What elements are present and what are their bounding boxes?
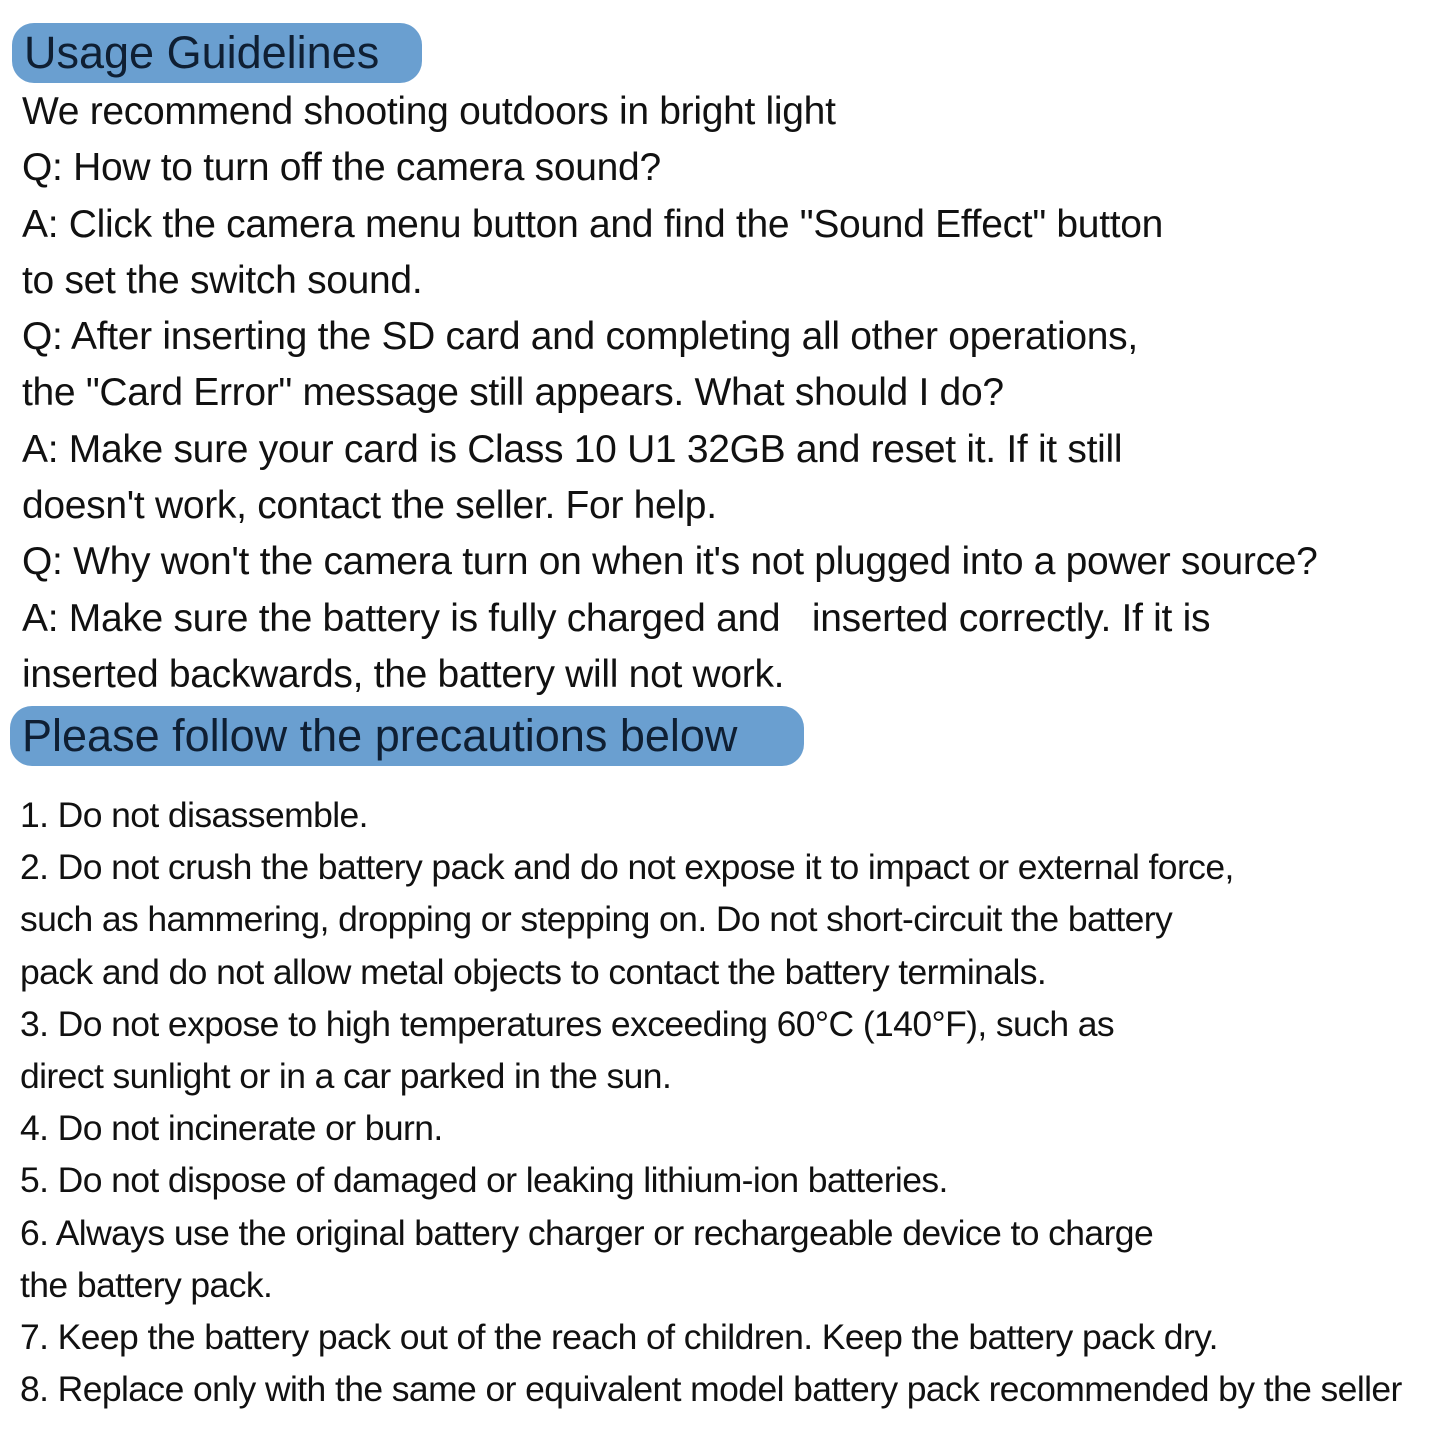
precaution-line: 1. Do not disassemble. bbox=[20, 795, 368, 835]
usage-line: Q: How to turn off the camera sound? bbox=[22, 146, 661, 190]
precaution-line: 7. Keep the battery pack out of the reach of children. Keep the battery pack dry. bbox=[20, 1317, 1218, 1358]
usage-line: Q: Why won't the camera turn on when it's not plugged into a power source? bbox=[22, 540, 1318, 584]
precaution-line: 8. Replace only with the same or equivalent model battery pack recommended by the seller bbox=[20, 1369, 1402, 1410]
precaution-line: 6. Always use the original battery charger or rechargeable device to charge bbox=[20, 1212, 1154, 1253]
usage-line: the "Card Error" message still appears. What should I do? bbox=[22, 371, 1004, 415]
precaution-line: 2. Do not crush the battery pack and do not expose it to impact or external force, bbox=[20, 847, 1234, 888]
precaution-line: 4. Do not incinerate or burn. bbox=[20, 1108, 443, 1149]
precaution-line: pack and do not allow metal objects to contact the battery terminals. bbox=[20, 951, 1047, 992]
precaution-line: direct sunlight or in a car parked in the sun. bbox=[20, 1056, 672, 1097]
usage-line: A: Click the camera menu button and find the "Sound Effect" button bbox=[22, 202, 1164, 246]
usage-guidelines-text bbox=[22, 84, 1318, 703]
precautions-list bbox=[20, 789, 1402, 1415]
usage-line: Q: After inserting the SD card and completing all other operations, bbox=[22, 315, 1138, 359]
precaution-line: 5. Do not dispose of damaged or leaking lithium-ion batteries. bbox=[20, 1160, 948, 1201]
usage-line: A: Make sure the battery is fully charged and inserted correctly. If it is bbox=[22, 596, 1211, 640]
precaution-line: 3. Do not expose to high temperatures exceeding 60°C (140°F), such as bbox=[20, 1003, 1115, 1044]
usage-guidelines-heading: Usage Guidelines bbox=[12, 23, 422, 83]
usage-line: to set the switch sound. bbox=[22, 258, 423, 302]
usage-line: We recommend shooting outdoors in bright light bbox=[22, 90, 836, 133]
usage-line: A: Make sure your card is Class 10 U1 32GB and reset it. If it still bbox=[22, 427, 1123, 471]
precaution-line: such as hammering, dropping or stepping on. Do not short-circuit the battery bbox=[20, 899, 1173, 940]
precaution-line: the battery pack. bbox=[20, 1264, 273, 1305]
precautions-heading: Please follow the precautions below bbox=[10, 706, 804, 766]
usage-line: inserted backwards, the battery will not work. bbox=[22, 652, 785, 696]
usage-line: doesn't work, contact the seller. For help. bbox=[22, 484, 717, 528]
